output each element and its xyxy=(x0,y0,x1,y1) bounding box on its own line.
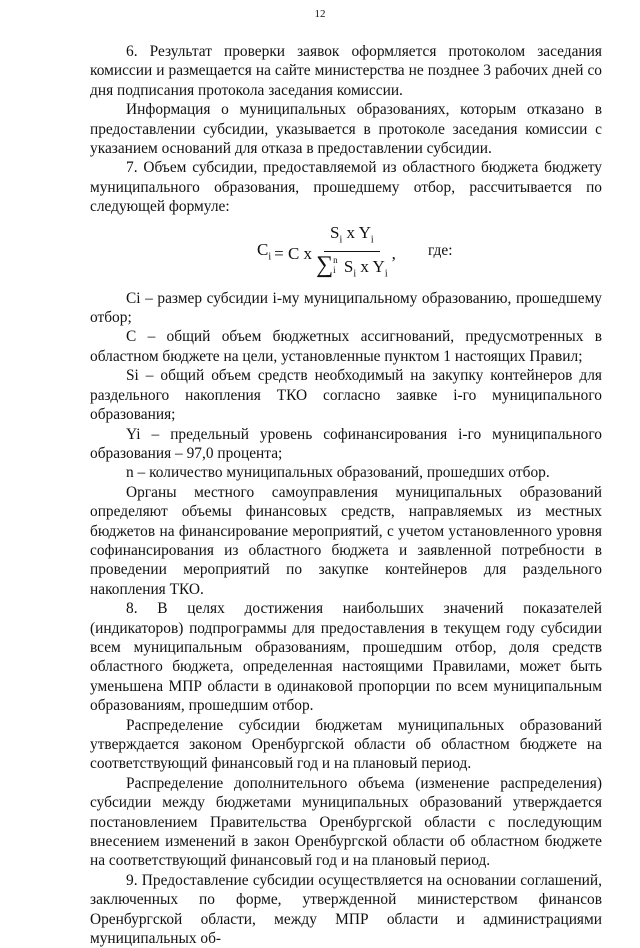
paragraph-def-c: С – общий объем бюджетных ассигнований, предусмотренных в областном бюджете на цели, установленные пунктом 1 настоящих Правил; xyxy=(90,328,602,365)
paragraph-item-9: 9. Предоставление субсидии осуществляется на основании соглашений, заключенных по форме, утвержденной министерством финансов Оренбургской области, между МПР области и администрациями муниципальных об- xyxy=(90,871,602,948)
formula-where-label: где: xyxy=(428,241,453,259)
formula-fraction xyxy=(316,223,388,285)
paragraph-item-8: 8. В целях достижения наибольших значений показателей (индикаторов) подпрограммы для предоставления в текущем году субсидии всем муниципальным образованиям, прошедшим отбор, доля средств областного бюджета, определенная настоящими Правилами, может быть уменьшена МПР области в одинаковой пропорции по всем муниципальным образованиям, прошедшим отбор. xyxy=(90,600,602,715)
paragraph-item-6: 6. Результат проверки заявок оформляется протоколом заседания комиссии и размещается на сайте министерства не позднее 3 рабочих дней со дня подписания протокола заседания комиссии. xyxy=(90,43,602,99)
formula-equals-c: = C x xyxy=(274,243,313,263)
paragraph-item-7: 7. Объем субсидии, предоставляемой из областного бюджета бюджету муниципального образования, прошедшему отбор, рассчитывается по следующей формуле: xyxy=(90,159,602,216)
sum-symbol: ∑ xyxy=(316,252,334,279)
formula-denominator: ∑ n i $S_i$ x $Y_i$ xyxy=(316,252,388,280)
formula-expression: $C_i$ = C x $S_i$ x $Y_i$ ∑ n i $S_i$ x $Y_i$ , xyxy=(257,223,396,285)
formula-numerator: $S_i$ x $Y_i$ xyxy=(324,223,380,253)
document-body xyxy=(90,42,602,948)
paragraph-local-authorities: Органы местного самоуправления муниципальных образований определяют объемы финансовых средств, направляемых из местных бюджетов на финансирование мероприятий, с учетом установленного уровня софинансирования из областного бюджета и заявленной потребности в проведении мероприятий по закупке контейнеров для раздельного накопления ТКО. xyxy=(90,483,602,598)
subsidy-formula xyxy=(90,221,602,285)
sum-limits: n i xyxy=(333,255,338,276)
paragraph-refusal-info: Информация о муниципальных образованиях, которым отказано в предоставлении субсидии, указывается в протоколе заседания комиссии с указанием оснований для отказа в предоставлении субсидии. xyxy=(90,101,602,158)
formula-lhs: $C_i$ xyxy=(257,240,272,263)
page-number: 12 xyxy=(314,8,326,20)
paragraph-def-ci: Ci – размер субсидии i-му муниципальному образованию, прошедшему отбор; xyxy=(90,289,602,327)
paragraph-def-si: Si – общий объем средств необходимый на закупку контейнеров для раздельного накопления ТКО согласно заявке i-го муниципального образования; xyxy=(90,367,602,424)
paragraph-additional-distribution: Распределение дополнительного объема (изменение распределения) субсидии между бюджетами муниципальных образований утверждается постановлением Правительства Оренбургской области с последующим внесением изменений в закон Оренбургской области об областном бюджете на соответствующий финансовый год и на плановый период. xyxy=(90,774,602,870)
paragraph-def-yi: Yi – предельный уровень софинансирования i-го муниципального образования – 97,0 процента; xyxy=(90,425,602,462)
paragraph-distribution-law: Распределение субсидии бюджетам муниципальных образований утверждается законом Оренбургской области об областном бюджете на соответствующий финансовый год и на плановый период. xyxy=(90,716,602,773)
paragraph-def-n: n – количество муниципальных образований, прошедших отбор. xyxy=(126,464,550,482)
